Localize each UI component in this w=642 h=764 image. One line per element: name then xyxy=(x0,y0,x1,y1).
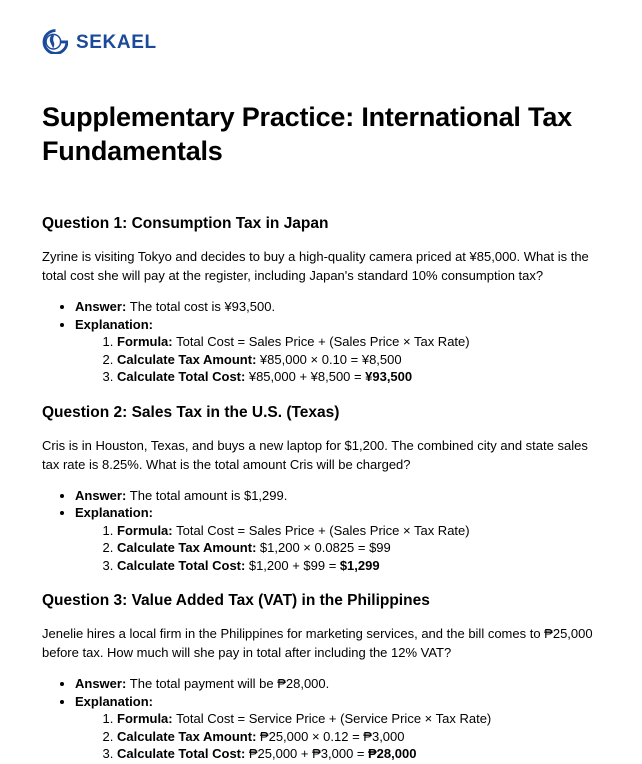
brand-logo xyxy=(42,28,600,54)
explanation-item xyxy=(75,504,600,574)
explanation-steps xyxy=(75,333,600,386)
step-label: Formula: xyxy=(117,334,173,349)
answer-text: The total amount is $1,299. xyxy=(129,487,288,503)
question-heading: Question 3: Value Added Tax (VAT) in the Philippines xyxy=(42,592,430,609)
explanation-label: Explanation: xyxy=(75,316,154,332)
step-item xyxy=(117,351,600,369)
step-item xyxy=(117,368,600,386)
step-text: ₱25,000 × 0.12 = ₱3,000 xyxy=(259,728,405,744)
step-result: $1,299 xyxy=(339,557,380,573)
step-item xyxy=(117,710,600,728)
question-body: Jenelie hires a local firm in the Philippines for marketing services, and the bill comes to ₱25,000 before tax. How much will she pay in total after including the 12% VAT? xyxy=(42,626,593,660)
step-label: Formula: xyxy=(117,522,173,538)
step-label: Calculate Tax Amount: xyxy=(117,351,257,367)
explanation-item xyxy=(75,693,600,763)
question-heading: Question 1: Consumption Tax in Japan xyxy=(42,215,329,232)
question-body: Zyrine is visiting Tokyo and decides to buy a high-quality camera priced at ¥85,000. What is the total cost she will pay at the register, including Japan's standard 10% consumption tax? xyxy=(42,249,589,283)
question-body: Cris is in Houston, Texas, and buys a new laptop for $1,200. The combined city and state sales tax rate is 8.25%. What is the total amount Cris will be charged? xyxy=(42,437,588,472)
step-item xyxy=(117,522,600,540)
step-label: Calculate Total Cost: xyxy=(117,369,246,384)
step-item xyxy=(117,539,600,557)
step-text: ₱25,000 + ₱3,000 = xyxy=(248,746,365,761)
step-item xyxy=(117,728,600,746)
answer-label: Answer: xyxy=(75,487,127,503)
explanation-steps xyxy=(75,710,600,763)
answer-list xyxy=(42,487,600,575)
step-text: ¥85,000 × 0.10 = ¥8,500 xyxy=(259,351,402,367)
step-text: ¥85,000 + ¥8,500 = xyxy=(248,369,362,384)
step-text: Total Cost = Service Price + (Service Price × Tax Rate) xyxy=(176,711,492,726)
question-section-1 xyxy=(42,214,600,386)
step-label: Calculate Tax Amount: xyxy=(117,728,257,744)
explanation-label: Explanation: xyxy=(75,693,154,709)
globe-icon xyxy=(42,29,68,54)
step-result: ¥93,500 xyxy=(365,369,413,384)
step-label: Formula: xyxy=(117,711,173,726)
step-item xyxy=(117,557,600,575)
step-text: $1,200 + $99 = xyxy=(248,557,337,573)
step-label: Calculate Total Cost: xyxy=(117,746,246,761)
answer-list xyxy=(42,298,600,386)
question-section-3 xyxy=(42,591,600,763)
explanation-label: Explanation: xyxy=(75,505,154,520)
explanation-steps xyxy=(75,522,600,575)
explanation-item xyxy=(75,316,600,386)
answer-text: The total cost is ¥93,500. xyxy=(129,299,276,314)
question-section-2 xyxy=(42,403,600,575)
step-label: Calculate Total Cost: xyxy=(117,557,246,573)
step-text: Total Cost = Sales Price + (Sales Price × Tax Rate) xyxy=(176,522,470,538)
brand-wordmark: SEKAEL xyxy=(76,31,157,53)
answer-item xyxy=(75,675,600,693)
step-item xyxy=(117,333,600,351)
step-text: Total Cost = Sales Price + (Sales Price × Tax Rate) xyxy=(176,334,470,349)
page-title: Supplementary Practice: International Tax Fundamentals xyxy=(42,102,572,166)
step-label: Calculate Tax Amount: xyxy=(117,540,257,555)
step-text: $1,200 × 0.0825 = $99 xyxy=(259,540,391,555)
answer-list xyxy=(42,675,600,763)
answer-item xyxy=(75,487,600,505)
answer-label: Answer: xyxy=(75,676,127,691)
answer-text: The total payment will be ₱28,000. xyxy=(129,676,330,691)
answer-label: Answer: xyxy=(75,299,127,314)
step-result: ₱28,000 xyxy=(368,746,417,761)
question-heading: Question 2: Sales Tax in the U.S. (Texas) xyxy=(42,403,340,421)
answer-item xyxy=(75,298,600,316)
step-item xyxy=(117,745,600,763)
